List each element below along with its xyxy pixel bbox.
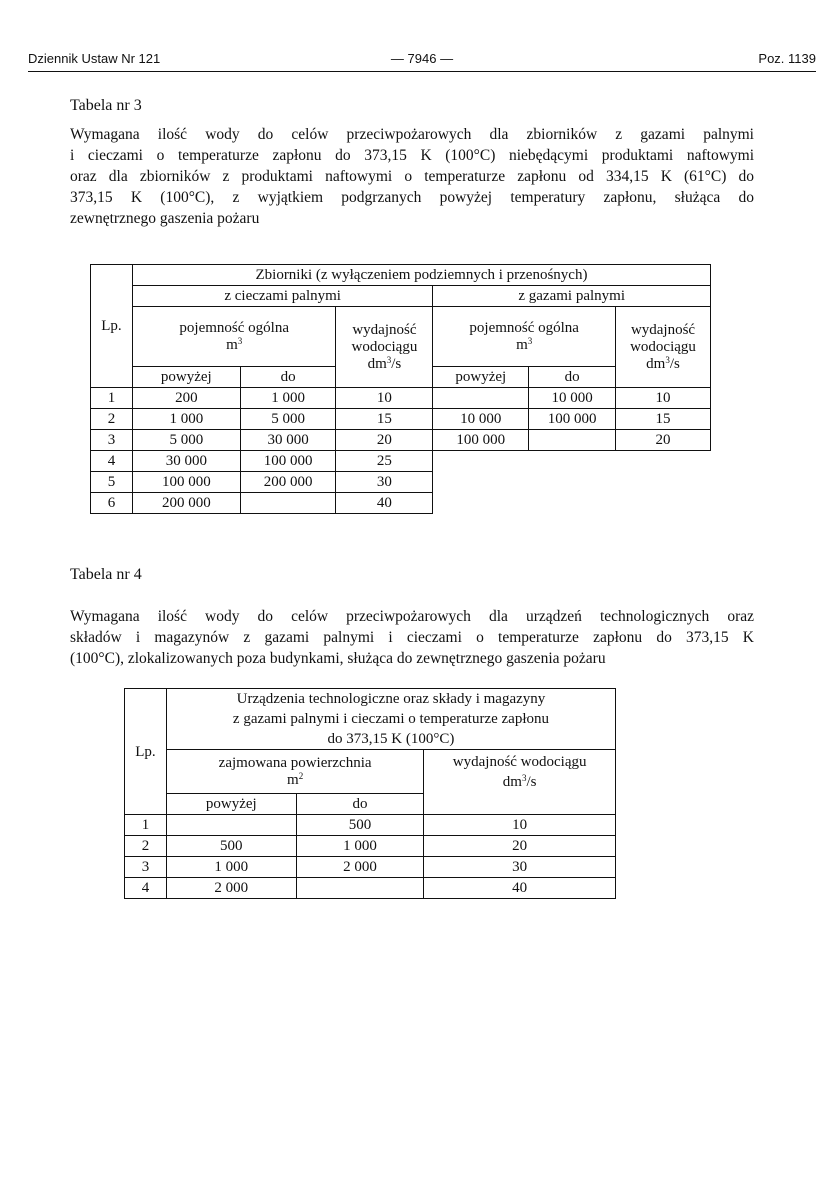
flow-header: wydajność wodociągu $dm^3/s$ <box>424 750 616 815</box>
liquids-above-cell: 100 000 <box>132 472 240 493</box>
liquids-above-header: powyżej <box>132 367 240 388</box>
table4 <box>124 688 616 899</box>
table3-description-line: zewnętrznego gaszenia pożaru <box>70 210 260 227</box>
area-header: zajmowana powierzchnia $m^2$ <box>166 750 423 794</box>
gases-to-header: do <box>529 367 616 388</box>
lp-cell: 1 <box>91 388 133 409</box>
journal-title: Dziennik Ustaw Nr 121 <box>28 51 161 66</box>
area-above-cell: 500 <box>166 836 296 857</box>
area-above-header: powyżej <box>166 794 296 815</box>
liquids-flow-header: wydajność wodociągu $dm^3/s$ <box>336 307 433 388</box>
liquids-to-cell <box>240 493 336 514</box>
liquids-group-header: z cieczami palnymi <box>132 286 432 307</box>
liquids-above-cell: 1 000 <box>132 409 240 430</box>
table4-description-line: (100°C), zlokalizowanych poza budynkami, służąca do zewnętrznego gaszenia pożaru <box>70 650 606 667</box>
table-row <box>91 388 711 409</box>
lp-header: Lp. <box>125 689 167 815</box>
table4-description-line: składów i magazynów z gazami palnymi i cieczami o temperaturze zapłonu do 373,15 K <box>70 629 754 646</box>
liquids-to-cell: 5 000 <box>240 409 336 430</box>
flow-cell: 30 <box>424 857 616 878</box>
lp-cell: 2 <box>125 836 167 857</box>
liquids-flow-cell: 40 <box>336 493 433 514</box>
gases-group-header: z gazami palnymi <box>433 286 711 307</box>
area-to-cell <box>296 878 424 899</box>
table-row <box>125 815 616 836</box>
tanks-header: Zbiorniki (z wyłączeniem podziemnych i przenośnych) <box>132 265 710 286</box>
gases-above-cell: 10 000 <box>433 409 529 430</box>
gases-flow-cell: 20 <box>616 430 711 451</box>
liquids-flow-cell: 25 <box>336 451 433 472</box>
page-number: — 7946 — <box>390 51 454 66</box>
table3-description-line: Wymagana ilość wody do celów przeciwpożarowych dla zbiorników z gazami palnymi <box>70 126 754 143</box>
area-to-cell: 1 000 <box>296 836 424 857</box>
table-row <box>125 857 616 878</box>
liquids-to-cell: 1 000 <box>240 388 336 409</box>
liquids-above-cell: 200 <box>132 388 240 409</box>
area-to-header: do <box>296 794 424 815</box>
gases-flow-cell: 15 <box>616 409 711 430</box>
area-to-cell: 500 <box>296 815 424 836</box>
liquids-above-cell: 200 000 <box>132 493 240 514</box>
gases-above-header: powyżej <box>433 367 529 388</box>
lp-cell: 3 <box>91 430 133 451</box>
equipment-header: Urządzenia technologiczne oraz składy i magazyny z gazami palnymi i cieczami o temperaturze zapłonu do 373,15 K (100°C) <box>166 689 615 750</box>
table-row <box>91 409 711 430</box>
table-row <box>125 878 616 899</box>
lp-cell: 5 <box>91 472 133 493</box>
table-row <box>91 451 711 472</box>
table3-description-line: oraz dla zbiorników z produktami naftowymi o temperaturze zapłonu od 334,15 K (61°C) do <box>70 168 754 185</box>
gases-flow-cell: 10 <box>616 388 711 409</box>
liquids-to-cell: 30 000 <box>240 430 336 451</box>
area-to-cell: 2 000 <box>296 857 424 878</box>
liquids-flow-cell: 30 <box>336 472 433 493</box>
liquids-flow-cell: 15 <box>336 409 433 430</box>
table3-description <box>70 124 754 229</box>
table-row <box>125 836 616 857</box>
liquids-to-cell: 100 000 <box>240 451 336 472</box>
liquids-above-cell: 30 000 <box>132 451 240 472</box>
gases-to-cell: 100 000 <box>529 409 616 430</box>
area-above-cell: 2 000 <box>166 878 296 899</box>
area-above-cell <box>166 815 296 836</box>
table4-description <box>70 606 754 669</box>
liquids-capacity-header: pojemność ogólna $m^3$ <box>132 307 336 367</box>
table3-description-line: i cieczami o temperaturze zapłonu do 373,15 K (100°C) niebędącymi produktami naftowymi <box>70 147 754 164</box>
lp-cell: 2 <box>91 409 133 430</box>
lp-cell: 4 <box>125 878 167 899</box>
lp-cell: 1 <box>125 815 167 836</box>
gases-above-cell: 100 000 <box>433 430 529 451</box>
table-row <box>91 430 711 451</box>
position-number: Poz. 1139 <box>758 51 816 66</box>
table-row <box>91 493 711 514</box>
gases-to-cell: 10 000 <box>529 388 616 409</box>
liquids-to-header: do <box>240 367 336 388</box>
liquids-flow-cell: 20 <box>336 430 433 451</box>
flow-cell: 10 <box>424 815 616 836</box>
table-row <box>91 472 711 493</box>
gases-to-cell <box>529 430 616 451</box>
liquids-to-cell: 200 000 <box>240 472 336 493</box>
lp-cell: 3 <box>125 857 167 878</box>
liquids-above-cell: 5 000 <box>132 430 240 451</box>
gases-above-cell <box>433 388 529 409</box>
lp-header: Lp. <box>91 265 133 388</box>
page-header <box>28 49 816 72</box>
table3-description-line: 373,15 K (100°C), z wyjątkiem podgrzanych powyżej temperatury zapłonu, służąca do <box>70 189 754 206</box>
flow-cell: 40 <box>424 878 616 899</box>
lp-cell: 4 <box>91 451 133 472</box>
lp-cell: 6 <box>91 493 133 514</box>
liquids-flow-cell: 10 <box>336 388 433 409</box>
table3 <box>90 264 711 514</box>
table4-description-line: Wymagana ilość wody do celów przeciwpożarowych dla urządzeń technologicznych oraz <box>70 608 754 625</box>
table3-caption: Tabela nr 3 <box>70 97 142 114</box>
table4-caption: Tabela nr 4 <box>70 566 142 583</box>
gases-capacity-header: pojemność ogólna $m^3$ <box>433 307 616 367</box>
flow-cell: 20 <box>424 836 616 857</box>
area-above-cell: 1 000 <box>166 857 296 878</box>
gases-flow-header: wydajność wodociągu $dm^3/s$ <box>616 307 711 388</box>
